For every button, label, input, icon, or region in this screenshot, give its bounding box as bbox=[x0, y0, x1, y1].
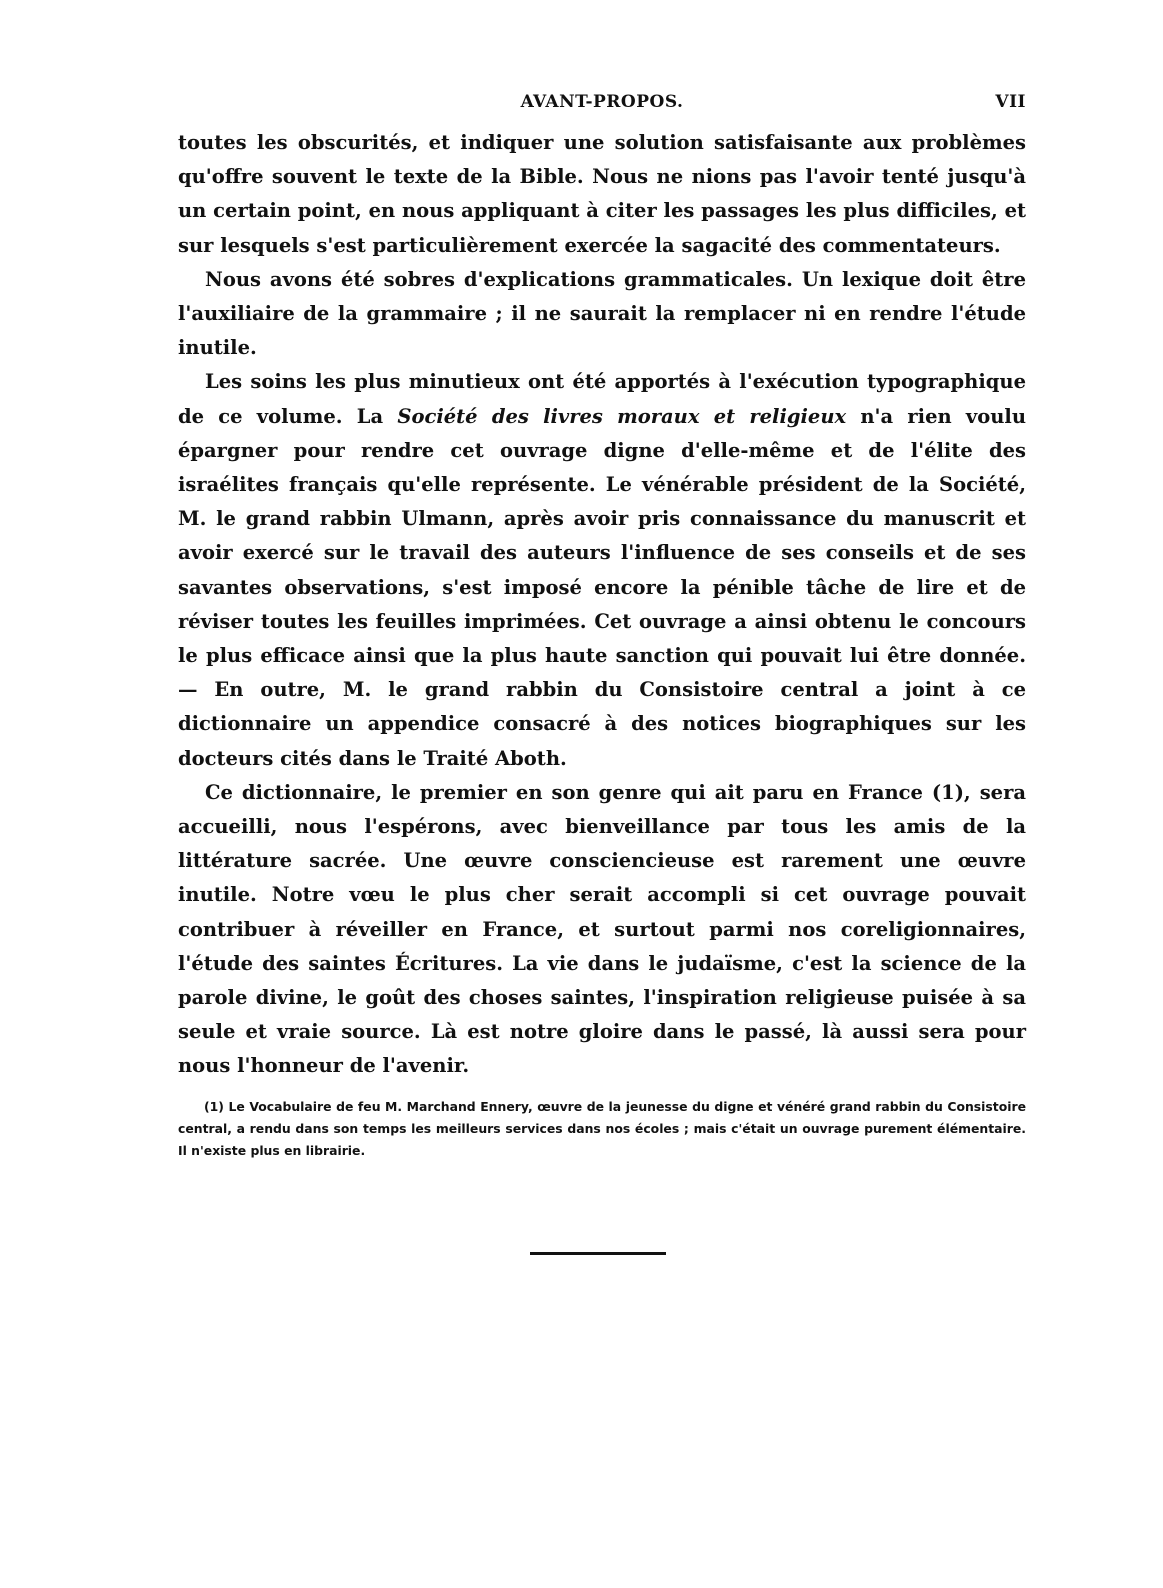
end-rule bbox=[530, 1252, 666, 1255]
paragraph-typography-lead: Les soins les plus minutieux ont été apportés à l'exécution typographique de ce volume. La bbox=[178, 370, 1026, 428]
page-number: VII bbox=[995, 92, 1026, 112]
paragraph-typography bbox=[178, 365, 1026, 775]
running-head bbox=[178, 88, 1026, 118]
society-name: Société des livres moraux et religieux bbox=[397, 404, 847, 428]
running-title: AVANT-PROPOS. bbox=[520, 92, 684, 112]
paragraph-typography-rest: n'a rien voulu épargner pour rendre cet ouvrage digne d'elle-même et de l'élite des israélites français qu'elle représente. Le vénérable président de la Société, M. le grand rabbin Ulmann, après avoir pris connaissance du manuscrit et avoir exercé sur le travail des auteurs l'influence de ses conseils et de ses savantes observations, s'est imposé encore la pénible tâche de lire et de réviser toutes les feuilles imprimées. Cet ouvrage a ainsi obtenu le concours le plus efficace ainsi que la plus haute sanction qui pouvait lui être donnée. — En outre, M. le grand rabbin du Consistoire central a joint à ce dictionnaire un appendice consacré à des notices biographiques sur les docteurs cités dans le Traité Aboth. bbox=[178, 404, 1026, 770]
body-text bbox=[178, 126, 1026, 1084]
paragraph-continued: toutes les obscurités, et indiquer une solution satisfaisante aux problèmes qu'offre souvent le texte de la Bible. Nous ne nions pas l'avoir tenté jusqu'à un certain point, en nous appliquant à citer les passages les plus difficiles, et sur lesquels s'est particulièrement exercée la sagacité des commentateurs. bbox=[178, 131, 1026, 257]
paragraph-grammar: Nous avons été sobres d'explications grammaticales. Un lexique doit être l'auxiliaire de la grammaire ; il ne saurait la remplacer ni en rendre l'étude inutile. bbox=[178, 267, 1026, 360]
footnote: (1) Le Vocabulaire de feu M. Marchand Ennery, œuvre de la jeunesse du digne et vénéré grand rabbin du Consistoire central, a rendu dans son temps les meilleurs services dans nos écoles ; mais c'était un ouvrage purement élémentaire. Il n'existe plus en librairie. bbox=[178, 1099, 1026, 1158]
paragraph-conclusion: Ce dictionnaire, le premier en son genre qui ait paru en France (1), sera accueilli, nous l'espérons, avec bienveillance par tous les amis de la littérature sacrée. Une œuvre consciencieuse est rarement une œuvre inutile. Notre vœu le plus cher serait accompli si cet ouvrage pouvait contribuer à réveiller en France, et surtout parmi nos coreligionnaires, l'étude des saintes Écritures. La vie dans le judaïsme, c'est la science de la parole divine, le goût des choses saintes, l'inspiration religieuse puisée à sa seule et vraie source. Là est notre gloire dans le passé, là aussi sera pour nous l'honneur de l'avenir. bbox=[178, 780, 1026, 1078]
